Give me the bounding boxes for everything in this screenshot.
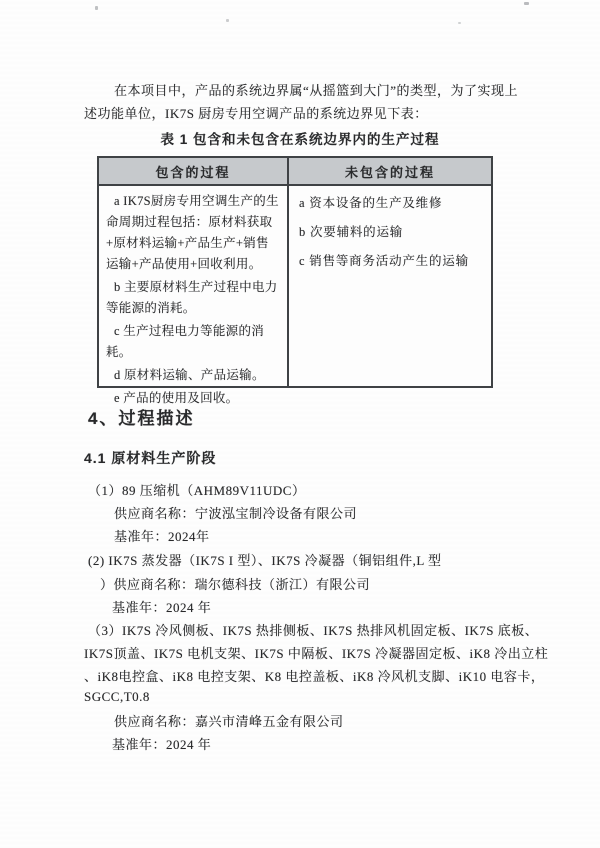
- scan-artifact: [458, 22, 461, 24]
- list-item: b 主要原材料生产过程中电力等能源的消耗。: [106, 280, 278, 315]
- scan-artifact: [95, 6, 98, 10]
- material-item-1: （1）89 压缩机（AHM89V11UDC）: [88, 483, 306, 498]
- list-item: c 销售等商务活动产生的运输: [299, 254, 469, 268]
- material-item-3-line3: 、iK8电控盒、iK8 电控支架、K8 电控盖板、iK8 冷风机支脚、iK10 电容卡，: [84, 669, 545, 684]
- list-item: d 原材料运输、产品运输。: [114, 368, 265, 382]
- table-body-row: [99, 186, 491, 405]
- subsection-heading: 4.1 原材料生产阶段: [84, 450, 217, 466]
- intro-paragraph-line1: 在本项目中，产品的系统边界属“从摇篮到大门”的类型，为了实现上: [114, 83, 519, 98]
- table-header-included: 包含的过程: [99, 158, 289, 184]
- base-year-1: 基准年：2024年: [114, 529, 210, 544]
- list-item: c 生产过程电力等能源的消耗。: [106, 324, 265, 359]
- scan-artifact: [524, 2, 529, 5]
- list-item: a 资本设备的生产及维修: [299, 196, 443, 210]
- excluded-processes-cell: [289, 186, 491, 386]
- scan-artifact: [226, 19, 229, 22]
- included-processes-cell: [99, 186, 289, 405]
- base-year-2: 基准年：2024 年: [112, 600, 212, 615]
- base-year-3: 基准年：2024 年: [112, 737, 212, 752]
- supplier-name-2: ）供应商名称：瑞尔德科技（浙江）有限公司: [100, 577, 371, 592]
- list-item: e 产品的使用及回收。: [114, 391, 239, 405]
- list-item: a IK7S厨房专用空调生产的生命周期过程包括：原材料获取+原材料运输+产品生产+销售运输+产品使用+回收利用。: [106, 194, 279, 271]
- material-item-2-line1: (2) IK7S 蒸发器（IK7S I 型）、IK7S 冷凝器（铜铝组件,L 型: [88, 553, 442, 568]
- intro-paragraph-line2: 述功能单位，IK7S 厨房专用空调产品的系统边界见下表：: [84, 106, 428, 121]
- material-item-3-line2: IK7S顶盖、IK7S 电机支架、IK7S 中隔板、IK7S 冷凝器固定板、iK8 冷出立柱: [84, 646, 549, 661]
- table-title: 表 1 包含和未包含在系统边界内的生产过程: [160, 132, 440, 147]
- section-heading: 4、过程描述: [88, 409, 195, 428]
- supplier-name-3: 供应商名称：嘉兴市清峰五金有限公司: [114, 714, 344, 729]
- list-item: b 次要辅料的运输: [299, 225, 404, 239]
- material-item-3-line4: SGCC,T0.8: [84, 689, 150, 704]
- table-header-row: [99, 158, 491, 186]
- supplier-name-1: 供应商名称：宁波泓宝制冷设备有限公司: [114, 506, 358, 521]
- process-boundary-table: [97, 156, 493, 405]
- table-header-excluded: 未包含的过程: [344, 164, 435, 180]
- material-item-3-line1: （3）IK7S 冷风侧板、IK7S 热排侧板、IK7S 热排风机固定板、IK7S 底板、: [88, 623, 539, 638]
